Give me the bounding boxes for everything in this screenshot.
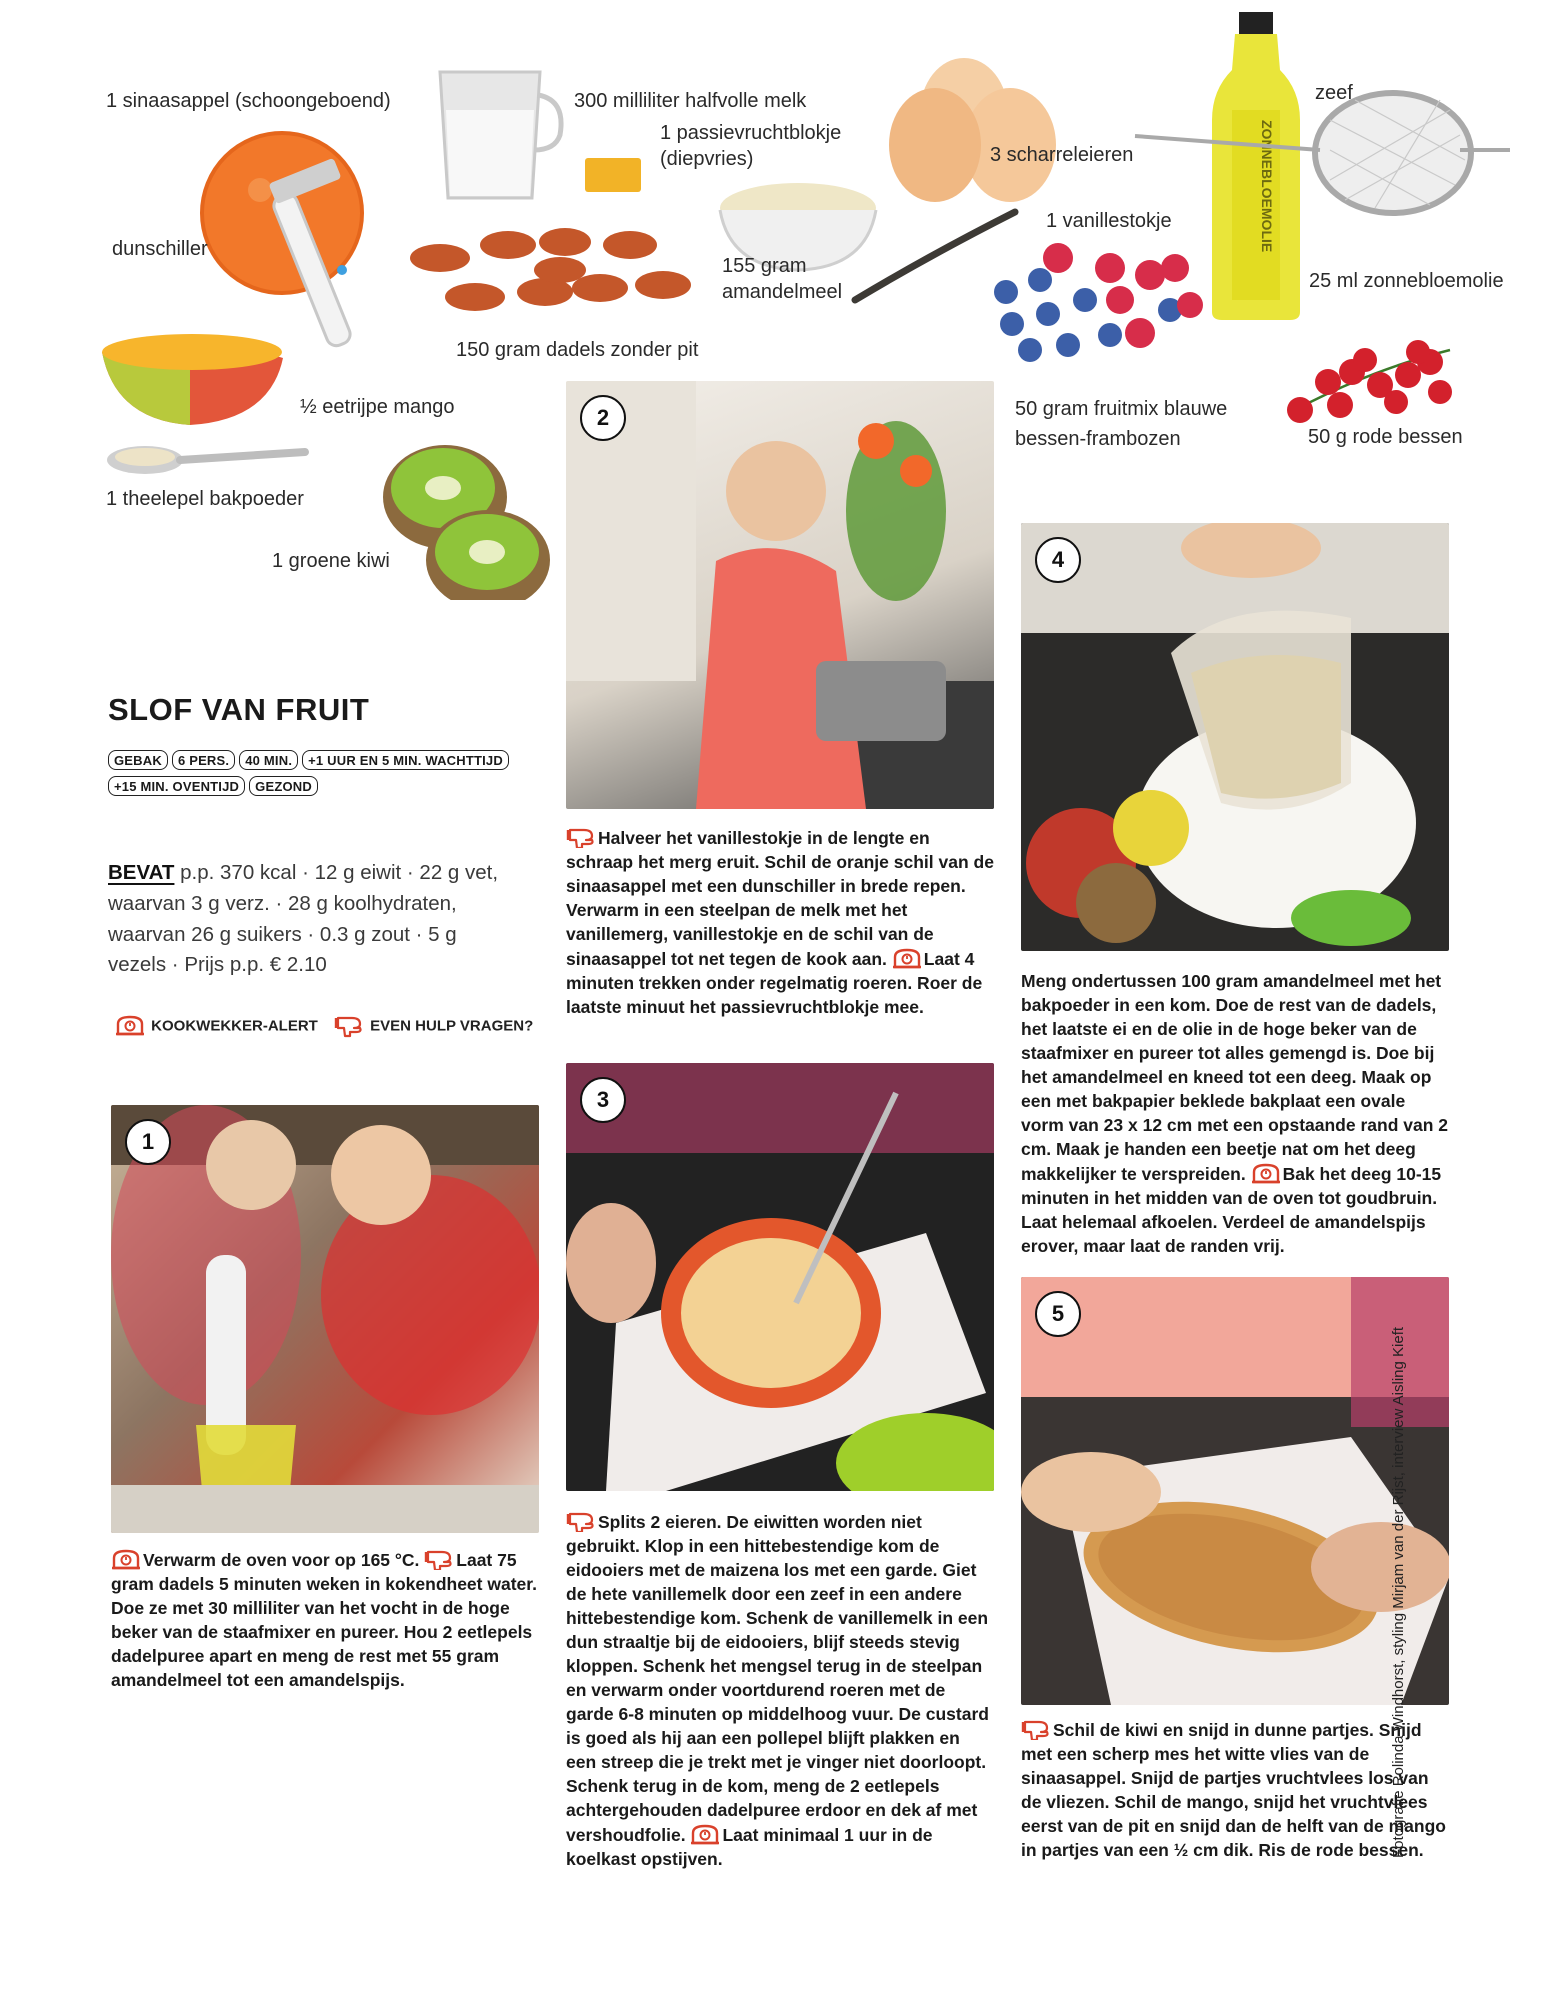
timer-icon xyxy=(690,1823,720,1845)
tag: 6 PERS. xyxy=(172,750,235,770)
tag: +15 MIN. OVENTIJD xyxy=(108,776,245,796)
step-number: 5 xyxy=(1035,1291,1081,1337)
ingredient-vanilla: 1 vanillestokje xyxy=(1046,210,1172,232)
ingredient-red-currants: 50 g rode bessen xyxy=(1308,426,1463,448)
step-photo-2 xyxy=(566,381,994,809)
ingredient-passion: 1 passievruchtblokje (diepvries) xyxy=(660,122,842,170)
photo-2-scene xyxy=(566,381,994,809)
legend-help-label: EVEN HULP VRAGEN? xyxy=(370,1017,534,1035)
timer-icon xyxy=(1251,1162,1281,1184)
recipe-tags xyxy=(108,750,548,802)
step-number: 2 xyxy=(580,395,626,441)
sieve-illustration xyxy=(1135,93,1510,213)
step-4-text xyxy=(1021,970,1449,1259)
timer-icon xyxy=(115,1014,147,1038)
hand-icon xyxy=(566,826,596,848)
red-currants-illustration xyxy=(1287,340,1452,423)
ingredient-sieve: zeef xyxy=(1315,82,1353,104)
spoon-illustration xyxy=(107,446,305,474)
step-1-text xyxy=(111,1548,539,1693)
tag: GEBAK xyxy=(108,750,168,770)
photo-4-scene xyxy=(1021,523,1449,951)
hand-icon xyxy=(566,1510,596,1532)
step-2-segment: Halveer het vanillestokje in de lengte en schraap het merg eruit. Schil de oranje schil van de sinaasappel met een dunschiller in brede repen. Verwarm in een steelpan de melk met het vanillemerg, vanillestokje en de schil van de sinaasappel tot net tegen de kook aan. xyxy=(566,828,994,969)
step-3-segment: Splits 2 eieren. De eiwitten worden niet gebruikt. Klop in een hittebestendige kom de eidooiers met de maizena los met een garde. Giet de hete vanillemelk door een zeef in een andere hittebestendige kom. Schenk de vanillemelk in een dun straaltje bij de eidooiers, blijf steeds stevig kloppen. Schenk het mengsel terug in de steelpan en verwarm onder voortdurend roeren met de garde 6-8 minuten op middelhoog vuur. De custard is goed als hij aan een pollepel blijft plakken en een streep die je trekt met je vinger niet doorloopt. Schenk terug in de kom, meng de 2 eetlepels achtergehouden dadelpuree erdoor en dek af met vershoudfolie. xyxy=(566,1512,989,1845)
icon-legend xyxy=(115,1014,533,1038)
ingredient-eggs: 3 scharreleieren xyxy=(990,144,1134,166)
step-photo-3 xyxy=(566,1063,994,1491)
step-1-segment: Verwarm de oven voor op 165 °C. xyxy=(143,1550,420,1570)
step-number: 1 xyxy=(125,1119,171,1165)
photo-5-scene xyxy=(1021,1277,1449,1705)
step-photo-5 xyxy=(1021,1277,1449,1705)
eggs-illustration xyxy=(889,58,1056,202)
step-5-segment: Schil de kiwi en snijd in dunne partjes. Snijd met een scherp mes het witte vlies van de sinaasappel. Snijd de partjes vruchtvlees los van de vliezen. Schil de mango, snijd het vruchtvlees eerst van de pit en snijd dan de helft van de mango in partjes van een ½ cm dik. Ris de rode bessen. xyxy=(1021,1720,1446,1860)
passion-cube-illustration xyxy=(585,158,641,192)
timer-icon xyxy=(111,1548,141,1570)
step-number: 4 xyxy=(1035,537,1081,583)
ingredient-berry-mix: 50 gram fruitmix blauwe bessen-frambozen xyxy=(1015,398,1228,450)
ingredient-mango: ½ eetrijpe mango xyxy=(300,396,455,418)
tag: +1 UUR EN 5 MIN. WACHTTIJD xyxy=(302,750,509,770)
step-1-segment: Laat 75 gram dadels 5 minuten weken in kokendheet water. Doe ze met 30 milliliter van het vocht in de hoge beker van de staafmixer en pureer. Hou 2 eetlepels dadelpuree apart en meng de rest met 55 gram amandelmeel tot een amandelspijs. xyxy=(111,1550,537,1690)
ingredient-oil: 25 ml zonnebloemolie xyxy=(1309,270,1504,292)
step-3-text xyxy=(566,1510,994,1872)
tag: GEZOND xyxy=(249,776,318,796)
berry-mix-illustration xyxy=(994,243,1203,362)
legend-timer-label: KOOKWEKKER-ALERT xyxy=(151,1017,318,1035)
ingredient-baking-powder: 1 theelepel bakpoeder xyxy=(106,488,304,510)
vanilla-illustration xyxy=(855,212,1015,300)
ingredient-orange: 1 sinaasappel (schoongeboend) xyxy=(106,90,391,112)
ingredient-peeler: dunschiller xyxy=(112,238,208,260)
oil-bottle-illustration xyxy=(1212,12,1300,320)
oil-bottle-label: ZONNEBLOEMOLIE xyxy=(1259,120,1275,253)
photo-3-scene xyxy=(566,1063,994,1491)
photo-credit: Fotografie Rolinda Windhorst, styling Mirjam van der Rijst, interview Aisling Kieft xyxy=(1390,1326,1407,1858)
step-2-segment: Laat 4 minuten trekken onder regelmatig roeren. Roer de laatste minuut het passievruchtblokje mee. xyxy=(566,948,983,1017)
step-5-text xyxy=(1021,1718,1449,1863)
timer-icon xyxy=(892,947,922,969)
recipe-title: SLOF VAN FRUIT xyxy=(108,692,370,727)
tag: 40 MIN. xyxy=(239,750,298,770)
nutrition-info xyxy=(108,858,508,981)
step-2-text xyxy=(566,826,994,1020)
step-photo-1 xyxy=(111,1105,539,1533)
ingredient-milk: 300 milliliter halfvolle melk xyxy=(574,90,807,112)
step-4-segment: Meng ondertussen 100 gram amandelmeel met het bakpoeder in een kom. Doe de rest van de dadels, het laatste ei en de olie in de hoge beker van de staafmixer en pureer tot alles gemengd is. Doe bij het amandelmeel en kneed tot een deeg. Maak op een met bakpapier beklede bakplaat een ovale vorm van 23 x 12 cm met een opstaande rand van 2 cm. Maak je handen een beetje nat om het deeg makkelijker te verspreiden. xyxy=(1021,971,1448,1184)
kiwi-illustration xyxy=(383,445,550,600)
nutrition-values: p.p. 370 kcal · 12 g eiwit · 22 g vet, waarvan 3 g verz. · 28 g koolhydraten, waarvan 26 g suikers · 0.3 g zout · 5 g vezels · Prijs p.p. € 2.10 xyxy=(108,861,499,977)
step-3-segment: Laat minimaal 1 uur in de koelkast opstijven. xyxy=(566,1824,933,1869)
hand-icon xyxy=(1021,1718,1051,1740)
ingredient-kiwi: 1 groene kiwi xyxy=(272,550,390,572)
step-4-segment: Bak het deeg 10-15 minuten in het midden van de oven tot goudbruin. Laat helemaal afkoelen. Verdeel de amandelspijs erover, maar laat de randen vrij. xyxy=(1021,1163,1442,1256)
ingredient-dates: 150 gram dadels zonder pit xyxy=(456,339,699,361)
photo-1-scene xyxy=(111,1105,539,1533)
dates-illustration xyxy=(410,228,691,311)
mango-illustration xyxy=(102,334,283,425)
milk-illustration xyxy=(440,72,561,198)
hand-icon xyxy=(424,1548,454,1570)
ingredient-almond: 155 gram amandelmeel xyxy=(722,255,843,303)
step-number: 3 xyxy=(580,1077,626,1123)
hand-icon xyxy=(334,1014,366,1038)
step-photo-4 xyxy=(1021,523,1449,951)
nutrition-label: BEVAT xyxy=(108,861,175,884)
